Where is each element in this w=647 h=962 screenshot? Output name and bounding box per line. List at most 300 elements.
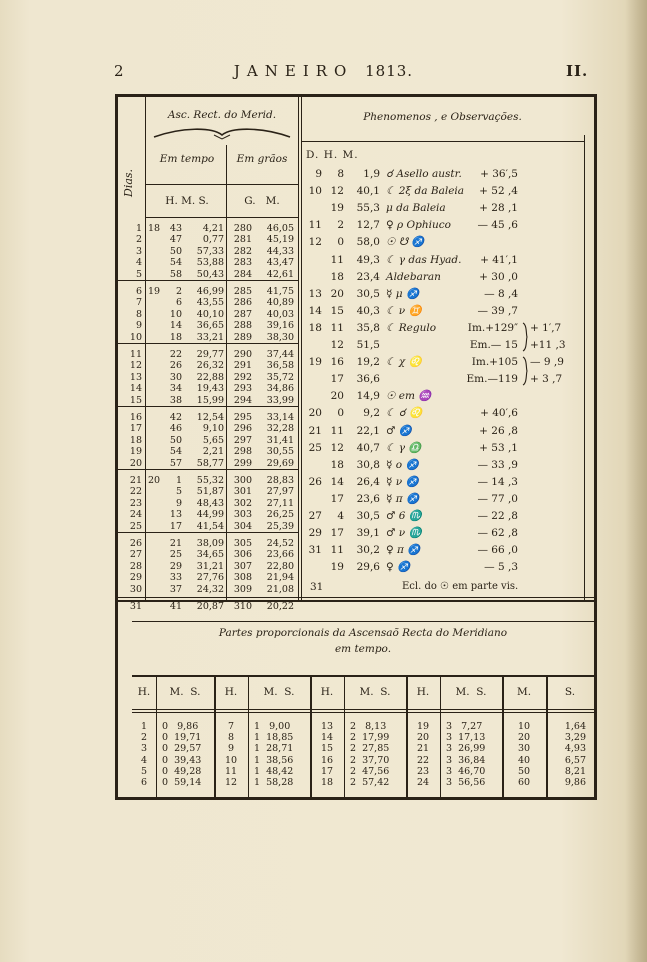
em-graos-label: Em grãos [236, 153, 288, 165]
left-day-cell: 22 [129, 486, 142, 498]
phen-value: + 30 ,0 [479, 270, 518, 283]
phen-day: 11 [308, 219, 322, 232]
brace-icon [521, 356, 529, 386]
phen-value: — 5 ,3 [484, 561, 518, 574]
left-second-cell: 41,54 [196, 520, 224, 532]
phen-description: ☾ χ ♌ [386, 356, 422, 369]
phen-day: 10 [308, 185, 322, 198]
phen-minute: 19,2 [356, 356, 380, 369]
left-second-cell: 55,32 [196, 475, 224, 486]
left-minute-cell: 26 [169, 360, 182, 372]
bottom-ms-cell: 3 36,84 [446, 754, 486, 766]
bottom-ms-cell: 1 58,28 [254, 777, 294, 788]
left-second-cell: 29,77 [196, 349, 224, 360]
decorative-swash [152, 125, 292, 143]
phen-minute: 23,6 [356, 492, 380, 505]
left-minute-cell: 13 [169, 509, 182, 521]
left-second-cell: 34,65 [196, 549, 224, 561]
left-minute-cell: 46 [169, 423, 182, 435]
left-arcmin-cell: 40,03 [266, 308, 294, 320]
left-second-cell: 36,65 [196, 320, 224, 332]
phen-description: ☾ γ ♎ [386, 441, 422, 454]
bottom-s-cell: 8,21 [564, 765, 586, 777]
phen-value: + 40′,6 [480, 407, 518, 420]
bottom-hour-cell: 8 [227, 732, 235, 744]
phen-hour: 20 [330, 287, 344, 300]
left-degree-cell: 281 [233, 234, 252, 246]
left-degree-cell: 293 [233, 383, 252, 395]
left-minute-cell: 18 [169, 331, 182, 343]
left-arcmin-cell: 33,99 [266, 394, 294, 406]
left-second-cell: 53,88 [196, 257, 224, 269]
em-tempo-label: Em tempo [159, 153, 215, 165]
phen-value: — 45 ,6 [477, 219, 518, 232]
left-minute-cell: 5 [175, 486, 182, 498]
left-arcmin-cell: 36,58 [266, 360, 294, 372]
phen-hour: 11 [330, 321, 344, 334]
phen-description: ☉ ☋ ♐ [386, 236, 425, 249]
phen-description: ☿ π ♐ [386, 492, 420, 505]
bottom-hour-cell: 13 [320, 721, 334, 732]
left-minute-cell: 21 [169, 538, 182, 549]
phen-value: — 77 ,0 [477, 492, 518, 505]
phen-minute: 40,1 [356, 185, 380, 198]
phen-minute: 55,3 [356, 202, 380, 215]
left-second-cell: 9,10 [202, 423, 224, 435]
phen-minute: 49,3 [356, 253, 380, 266]
left-second-cell: 51,87 [196, 486, 224, 498]
left-day-cell: 31 [129, 601, 142, 612]
left-minute-cell: 22 [169, 349, 182, 360]
left-arcmin-cell: 27,11 [266, 497, 294, 509]
left-arcmin-cell: 22,80 [266, 560, 294, 572]
phen-hour: 19 [330, 561, 344, 574]
bottom-ms-cell: 3 26,99 [446, 743, 486, 755]
phen-description: ♀ ρ Ophiuco [386, 219, 451, 232]
month-title: JANEIRO [233, 62, 354, 80]
bottom-hour-cell: 3 [140, 743, 148, 755]
brace-value: +11 ,3 [530, 339, 566, 351]
phen-description: ♂ ♐ [386, 424, 412, 437]
left-arcmin-cell: 21,08 [266, 583, 294, 595]
left-day-cell: 10 [129, 331, 142, 343]
eclipse-note: Ecl. do ☉ em parte vis. [402, 581, 519, 592]
phen-description: ☾ ☌ ♌ [386, 407, 423, 420]
left-second-cell: 15,99 [196, 394, 224, 406]
left-day-cell: 25 [129, 520, 142, 532]
phen-description: ☿ ο ♐ [386, 458, 419, 471]
left-degree-cell: 284 [233, 268, 252, 280]
phen-day: 27 [308, 510, 322, 522]
phen-minute: 36,6 [356, 373, 380, 386]
left-second-cell: 27,76 [196, 572, 224, 584]
brace-value: — 9 ,9 [530, 356, 564, 369]
left-minute-cell: 29 [169, 560, 182, 572]
year: 1813. [365, 62, 414, 80]
phen-day: 13 [308, 287, 322, 300]
bottom-ms-cell: 1 38,56 [254, 754, 294, 766]
left-degree-cell: 288 [233, 320, 252, 332]
left-arcmin-cell: 30,55 [266, 446, 294, 458]
bottom-hour-cell: 22 [416, 754, 430, 766]
left-arcmin-cell: 42,61 [266, 268, 294, 280]
bottom-ms-cell: 1 28,71 [254, 743, 294, 755]
phen-day: 26 [308, 475, 322, 488]
phen-hour: 12 [330, 441, 344, 454]
phen-day: 18 [308, 321, 322, 334]
left-arcmin-cell: 38,30 [266, 331, 294, 343]
left-arcmin-cell: 33,14 [266, 412, 294, 423]
left-minute-cell: 14 [169, 320, 182, 332]
left-degree-cell: 289 [233, 331, 252, 343]
bottom-ms-cell: 3 46,70 [446, 765, 486, 777]
left-day-cell: 28 [129, 560, 142, 572]
left-second-cell: 4,21 [202, 223, 224, 234]
bottom-s-cell: 4,93 [564, 743, 586, 755]
left-minute-cell: 6 [175, 297, 182, 309]
days-label: Dias. [122, 168, 135, 197]
left-arcmin-cell: 25,39 [266, 520, 294, 532]
bottom-hour-cell: 5 [140, 765, 148, 777]
phen-value: — 62 ,8 [477, 527, 518, 540]
left-arcmin-cell: 31,41 [266, 434, 294, 446]
left-arcmin-cell: 40,89 [266, 297, 294, 309]
left-degree-cell: 295 [233, 412, 252, 423]
phen-description: ♂ ν ♏ [386, 527, 422, 540]
left-second-cell: 19,43 [196, 383, 224, 395]
left-day-cell: 20 [129, 457, 142, 469]
left-day-cell: 17 [129, 423, 142, 435]
bottom-s-cell: 9,86 [564, 777, 586, 788]
left-day-cell: 14 [129, 383, 142, 395]
phen-minute: 12,7 [356, 219, 380, 232]
bottom-ms-cell: 3 56,56 [446, 777, 486, 788]
asc-rect-label: Asc. Rect. do Merid. [167, 109, 277, 121]
left-arcmin-cell: 32,28 [266, 423, 294, 435]
left-arcmin-cell: 41,75 [266, 286, 294, 297]
bottom-ms-cell: 0 49,28 [162, 765, 202, 777]
left-minute-cell: 30 [169, 371, 182, 383]
left-arcmin-cell: 23,66 [266, 549, 294, 561]
phen-value: Em.—119 [466, 373, 518, 386]
bottom-hour-cell: 16 [320, 754, 334, 766]
left-day-cell: 2 [135, 234, 142, 246]
phen-value: + 41′,1 [480, 253, 518, 266]
left-minute-cell: 25 [169, 549, 182, 561]
left-second-cell: 2,21 [202, 446, 224, 458]
page-number: 2 [114, 62, 125, 80]
left-minute-cell: 43 [169, 223, 182, 234]
bottom-hour-cell: 24 [416, 777, 430, 788]
bottom-ms-cell: 2 37,70 [350, 754, 390, 766]
phen-value: + 36′,5 [480, 168, 518, 180]
bottom-ms-cell: 1 48,42 [254, 765, 294, 777]
hms-header: H. M. S. [165, 195, 209, 207]
phen-description: ☿ μ ♐ [386, 287, 420, 300]
phen-minute: 40,3 [356, 304, 380, 317]
left-arcmin-cell: 37,44 [266, 349, 294, 360]
phen-minute: 1,9 [363, 168, 380, 180]
left-degree-cell: 294 [233, 394, 252, 406]
phen-day: 29 [308, 527, 322, 540]
bottom-m-cell: 20 [517, 732, 531, 744]
brace-value: + 1′,7 [530, 321, 562, 334]
phen-day: 20 [308, 407, 322, 420]
left-arcmin-cell: 39,16 [266, 320, 294, 332]
left-degree-cell: 282 [233, 245, 252, 257]
phen-hour: 18 [330, 458, 344, 471]
bottom-m-cell: 40 [517, 754, 531, 766]
phen-hour: 20 [330, 390, 344, 403]
phen-hour: 8 [337, 168, 344, 180]
phen-minute: 9,2 [363, 407, 380, 420]
left-minute-cell: 50 [169, 434, 182, 446]
phen-day: 19 [308, 356, 322, 369]
left-minute-cell: 38 [169, 394, 182, 406]
left-minute-cell: 41 [169, 601, 182, 612]
left-degree-cell: 310 [233, 601, 252, 612]
phen-value: — 39 ,7 [477, 304, 518, 317]
left-degree-cell: 302 [233, 497, 252, 509]
phen-hour: 11 [330, 424, 344, 437]
left-degree-cell: 296 [233, 423, 252, 435]
bottom-ms-cell: 2 17,99 [350, 732, 390, 744]
left-arcmin-cell: 29,69 [266, 457, 294, 469]
bottom-header-cell: M. S. [455, 686, 487, 698]
phen-description: Aldebaran [386, 270, 441, 283]
phen-minute: 58,0 [356, 236, 380, 249]
phen-description: ☾ ν ♊ [386, 304, 422, 317]
phen-day: 12 [308, 236, 322, 249]
left-day-cell: 8 [135, 308, 142, 320]
bottom-s-cell: 1,64 [564, 721, 586, 732]
phen-minute: 30,2 [356, 544, 380, 557]
left-minute-cell: 50 [169, 245, 182, 257]
bottom-header-cell: M. S. [169, 686, 201, 698]
phen-description: ☉ em ♒ [386, 390, 432, 403]
left-day-cell: 4 [135, 257, 142, 269]
bottom-hour-cell: 18 [320, 777, 334, 788]
phen-hour: 12 [330, 339, 344, 351]
left-arcmin-cell: 46,05 [266, 223, 294, 234]
left-degree-cell: 286 [233, 297, 252, 309]
left-degree-cell: 290 [233, 349, 252, 360]
table-frame [115, 94, 597, 800]
bottom-hour-cell: 14 [320, 732, 334, 744]
left-day-cell: 23 [129, 497, 142, 509]
bottom-hour-cell: 15 [320, 743, 334, 755]
phen-day: 25 [308, 441, 322, 454]
phen-hour: 0 [337, 407, 344, 420]
phen-hour: 0 [337, 236, 344, 249]
eclipse-day: 31 [310, 581, 324, 593]
left-degree-cell: 291 [233, 360, 252, 372]
left-arcmin-cell: 43,47 [266, 257, 294, 269]
left-day-cell: 16 [129, 412, 142, 423]
phen-value: + 52 ,4 [479, 185, 518, 198]
left-degree-cell: 301 [233, 486, 252, 498]
bottom-ms-cell: 0 29,57 [162, 743, 202, 755]
phen-hour: 14 [330, 475, 344, 488]
phen-value: — 66 ,0 [477, 544, 518, 557]
phen-minute: 30,8 [356, 458, 380, 471]
left-minute-cell: 54 [169, 446, 182, 458]
left-second-cell: 24,32 [196, 583, 224, 595]
bottom-header-cell: H. [320, 686, 334, 698]
left-minute-cell: 33 [169, 572, 182, 584]
phen-hour: 12 [330, 185, 344, 198]
bottom-ms-cell: 1 18,85 [254, 732, 294, 744]
left-degree-cell: 308 [233, 572, 252, 584]
page-title [0, 62, 647, 80]
left-day-cell: 24 [129, 509, 142, 521]
left-second-cell: 0,77 [202, 234, 224, 246]
phen-hour: 18 [330, 270, 344, 283]
left-degree-cell: 298 [233, 446, 252, 458]
phen-description: ☾ γ das Hyad. [386, 253, 462, 266]
bottom-s-cell: 6,57 [564, 754, 586, 766]
bottom-hour-cell: 19 [416, 721, 430, 732]
phen-day: 14 [308, 304, 322, 317]
left-degree-cell: 300 [233, 475, 252, 486]
bottom-ms-cell: 2 27,85 [350, 743, 390, 755]
left-second-cell: 38,09 [196, 538, 224, 549]
bottom-m-cell: 60 [517, 777, 531, 788]
left-degree-cell: 280 [233, 223, 252, 234]
phen-hour: 17 [330, 492, 344, 505]
left-minute-cell: 34 [169, 383, 182, 395]
left-degree-cell: 299 [233, 457, 252, 469]
left-second-cell: 58,77 [196, 457, 224, 469]
left-arcmin-cell: 26,25 [266, 509, 294, 521]
phen-minute: 29,6 [356, 561, 380, 574]
bottom-hour-cell: 12 [224, 777, 238, 788]
bottom-title-2: em tempo. [334, 643, 392, 655]
bottom-hour-cell: 6 [140, 777, 148, 788]
left-second-cell: 20,87 [196, 601, 224, 612]
bottom-header-cell: M. S. [359, 686, 391, 698]
phen-minute: 35,8 [356, 321, 380, 334]
bottom-hour-cell: 11 [224, 765, 238, 777]
left-day-cell: 5 [135, 268, 142, 280]
left-arcmin-cell: 27,97 [266, 486, 294, 498]
left-arcmin-cell: 44,33 [266, 245, 294, 257]
left-degree-cell: 285 [233, 286, 252, 297]
phen-value: + 26 ,8 [479, 424, 518, 437]
phen-day: 31 [308, 544, 322, 557]
left-degree-cell: 287 [233, 308, 252, 320]
bottom-hour-cell: 10 [224, 754, 238, 766]
phen-hour: 15 [330, 304, 344, 317]
phen-value: — 14 ,3 [477, 475, 518, 488]
phen-hour: 11 [330, 253, 344, 266]
left-minute-cell: 54 [169, 257, 182, 269]
left-day-cell: 12 [129, 360, 142, 372]
left-arcmin-cell: 20,22 [266, 601, 294, 612]
phen-hour: 11 [330, 544, 344, 557]
phen-value: — 33 ,9 [477, 458, 518, 471]
left-day-cell: 29 [129, 572, 142, 584]
bottom-title-1: Partes proporcionais da Ascensaõ Recta do Meridiano [218, 627, 508, 639]
phen-minute: 30,5 [356, 510, 380, 522]
left-day-cell: 7 [135, 297, 142, 309]
left-minute-cell: 58 [169, 268, 182, 280]
bottom-ms-cell: 3 17,13 [446, 732, 486, 744]
left-arcmin-cell: 34,86 [266, 383, 294, 395]
phen-description: ☾ 2ξ da Baleia [386, 185, 465, 198]
phen-value: Em.— 15 [469, 339, 518, 351]
phen-minute: 22,1 [356, 424, 380, 437]
bottom-ms-cell: 2 47,56 [350, 765, 390, 777]
left-day-cell: 15 [129, 394, 142, 406]
bottom-header-cell: S. [564, 686, 576, 698]
phen-value: — 22 ,8 [477, 510, 518, 522]
phen-hour: 17 [330, 373, 344, 386]
bottom-hour-cell: 9 [227, 743, 235, 755]
left-day-cell: 21 [129, 475, 142, 486]
phen-minute: 26,4 [356, 475, 380, 488]
left-arcmin-cell: 45,19 [266, 234, 294, 246]
left-day-cell: 26 [129, 538, 142, 549]
phen-hour: 16 [330, 356, 344, 369]
bottom-ms-cell: 1 9,00 [254, 721, 291, 732]
bottom-s-cell: 3,29 [564, 732, 586, 744]
left-second-cell: 31,21 [196, 560, 224, 572]
left-day-cell: 27 [129, 549, 142, 561]
left-degree-cell: 305 [233, 538, 252, 549]
bottom-ms-cell: 0 19,71 [162, 732, 202, 744]
left-day-cell: 13 [129, 371, 142, 383]
left-minute-cell: 9 [175, 497, 182, 509]
phen-value: Im.+105 [471, 356, 518, 369]
bottom-hour-cell: 21 [416, 743, 430, 755]
bottom-m-cell: 50 [517, 765, 531, 777]
left-arcmin-cell: 35,72 [266, 371, 294, 383]
bottom-m-cell: 30 [517, 743, 531, 755]
bottom-m-cell: 10 [517, 721, 531, 732]
bottom-hour-cell: 1 [140, 721, 148, 732]
phen-value: + 28 ,1 [479, 202, 518, 215]
bottom-header-cell: M. [516, 686, 532, 698]
bottom-header-cell: M. S. [263, 686, 295, 698]
left-degree-cell: 304 [233, 520, 252, 532]
dhm-header: D. H. M. [306, 149, 359, 161]
bottom-header-cell: H. [416, 686, 430, 698]
left-second-cell: 46,99 [196, 286, 224, 297]
bottom-ms-cell: 2 57,42 [350, 777, 390, 788]
left-day-cell: 9 [135, 320, 142, 332]
phen-day: 9 [315, 168, 322, 180]
brace-value: + 3 ,7 [530, 373, 563, 386]
phen-minute: 39,1 [356, 527, 380, 540]
phen-value: + 53 ,1 [479, 441, 518, 454]
left-second-cell: 40,10 [196, 308, 224, 320]
bottom-hour-cell: 2 [140, 732, 148, 744]
left-second-cell: 43,55 [196, 297, 224, 309]
left-second-cell: 22,88 [196, 371, 224, 383]
left-day-cell: 3 [135, 245, 142, 257]
phen-description: ♂ 6 ♏ [386, 510, 422, 522]
bottom-ms-cell: 2 8,13 [350, 721, 387, 732]
left-second-cell: 26,32 [196, 360, 224, 372]
left-degree-cell: 297 [233, 434, 252, 446]
bottom-hour-cell: 20 [416, 732, 430, 744]
left-minute-cell: 37 [169, 583, 182, 595]
left-arcmin-cell: 24,52 [266, 538, 294, 549]
phen-minute: 30,5 [356, 287, 380, 300]
left-day-cell: 11 [129, 349, 142, 360]
left-second-cell: 57,33 [196, 245, 224, 257]
